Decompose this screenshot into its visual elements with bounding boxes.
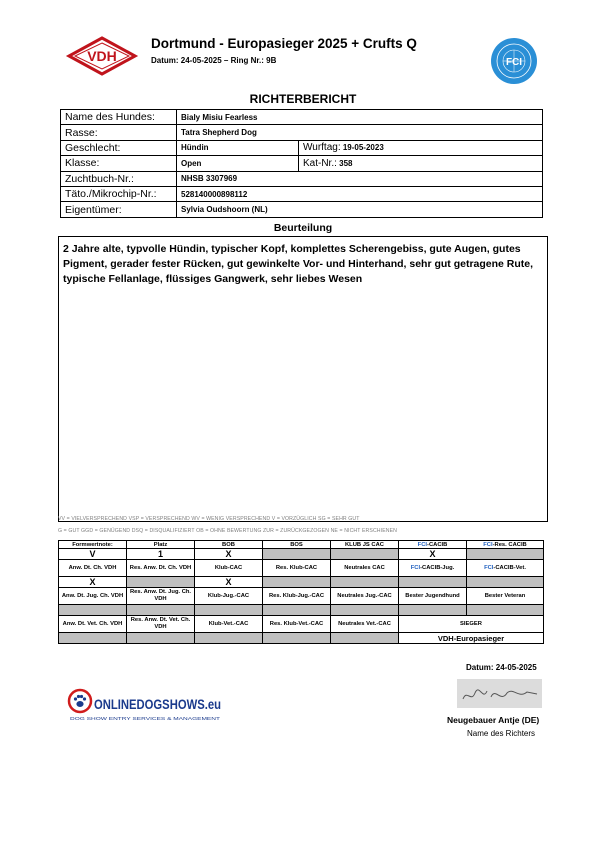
class-value: Open [177,156,299,171]
catno-value: 358 [339,158,353,168]
res-anw-dt-vet-ch-label: Res. Anw. Dt. Vet. Ch. VDH [127,616,195,633]
info-row-breed [61,125,543,140]
studbook-label: Zuchtbuch-Nr.: [61,171,177,186]
birth-label: Wurftag: [303,142,341,154]
results-header-row [59,541,544,549]
res-klub-vet-cac-label: Res. Klub-Vet.-CAC [263,616,331,633]
breed-value: Tatra Shepherd Dog [177,125,543,140]
klub-cac-mark: X [195,577,263,588]
klub-cac-label: Klub-CAC [195,560,263,577]
cacib-jug-prefix: FCI [410,564,421,571]
sex-label: Geschlecht: [61,140,177,155]
bester-jugendhund-label: Bester Jugendhund [399,588,467,605]
res-anw-dt-vet-ch-mark [127,633,195,644]
assessment-title: Beurteilung [273,222,333,234]
info-row-studbook [61,171,543,186]
bob-mark: X [195,549,263,560]
vdh-logo-text: VDH [87,48,117,64]
results-label-row-4 [59,616,544,633]
rescacib-header-label: -Res. CACIB [492,541,527,548]
show-date-ring: Datum: 24-05-2025 – Ring Nr.: 9B [151,56,277,65]
judge-role-label: Name des Richters [467,729,536,738]
cacib-mark: X [399,549,467,560]
klubjs-mark [331,549,399,560]
neutrales-vet-cac-mark [331,633,399,644]
neutrales-vet-cac-label: Neutrales Vet.-CAC [331,616,399,633]
info-row-sex [61,140,543,155]
info-row-owner [61,202,543,217]
results-label-row-2 [59,560,544,577]
cacib-header-prefix: FCI [417,541,428,548]
class-label: Klasse: [61,156,177,171]
klubjs-header: KLUB JS CAC [331,541,399,549]
results-label-row-3 [59,588,544,605]
anw-dt-jug-ch-label: Anw. Dt. Jug. Ch. VDH [59,588,127,605]
klub-jug-cac-label: Klub-Jug.-CAC [195,588,263,605]
results-table [58,540,544,644]
klub-vet-cac-mark [195,633,263,644]
ods-tagline: DOG SHOW ENTRY SERVICES & MANAGEMENT [70,716,221,721]
anw-dt-vet-ch-label: Anw. Dt. Vet. Ch. VDH [59,616,127,633]
fci-logo-text: FCI [505,57,523,68]
neutrales-jug-cac-label: Neutrales Jug.-CAC [331,588,399,605]
chip-label: Täto./Mikrochip-Nr.: [61,186,177,201]
onlinedogshows-logo [68,688,224,728]
fci-logo [490,37,538,85]
results-marks-row-4 [59,633,544,644]
assessment-text: 2 Jahre alte, typvolle Hündin, typischer Kopf, komplettes Scherengebiss, gute Augen, gutes Pigment, gerader fester Rücken, gut gewinkelte Vor- und Hinterhand, sehr gut getragene Rute, typische Fellanlage, flüssiges Gangwerk, sehr liebes Wesen [58,236,548,522]
neutrales-cac-mark [331,577,399,588]
ods-logo-text: ONLINEDOGSHOWS.eu [94,696,221,712]
show-title: Dortmund - Europasieger 2025 + Crufts Q [151,36,417,51]
cacib-header-label: -CACIB [427,541,448,548]
res-klub-cac-mark [263,577,331,588]
res-anw-dt-ch-mark [127,577,195,588]
info-row-chip [61,186,543,201]
rescacib-header [467,541,544,549]
cacib-jug-mark [399,577,467,588]
bos-mark [263,549,331,560]
judge-signature [457,679,542,708]
owner-label: Eigentümer: [61,202,177,217]
sieger-value: VDH-Europasieger [399,633,544,644]
birth-cell [299,140,543,155]
breed-label: Rasse: [61,125,177,140]
sex-value: Hündin [177,140,299,155]
judge-name: Neugebauer Antje (DE) [447,715,540,725]
catno-label: Kat-Nr.: [303,157,337,169]
cacib-vet-prefix: FCI [484,564,494,571]
bester-jugendhund-mark [399,605,467,616]
platz-value: 1 [127,549,195,560]
dog-info-table [60,109,543,218]
cacib-vet-mark [467,577,544,588]
name-value: Bialy Misiu Fearless [177,110,543,125]
catno-cell [299,156,543,171]
results-marks-row-1 [59,549,544,560]
res-anw-dt-jug-ch-mark [127,605,195,616]
res-anw-dt-ch-label: Res. Anw. Dt. Ch. VDH [127,560,195,577]
sieger-label: SIEGER [399,616,544,633]
report-date: Datum: 24-05-2025 [466,663,537,672]
document-title: RICHTERBERICHT [249,92,357,106]
anw-dt-ch-mark: X [59,577,127,588]
cacib-vet-text: -CACIB-Vet. [493,564,526,571]
bos-header: BOS [263,541,331,549]
res-anw-dt-jug-ch-label: Res. Anw. Dt. Jug. Ch. VDH [127,588,195,605]
studbook-value: NHSB 3307969 [177,171,543,186]
cacib-vet-label [467,560,544,577]
results-marks-row-2 [59,577,544,588]
legend-line-1: VV = VIELVERSPRECHEND VSP = VERSPRECHEND WV = WENIG VERSPRECHEND V = VORZÜGLICH SG = SEHR GUT [58,516,360,522]
vdh-logo [67,36,137,76]
results-marks-row-3 [59,605,544,616]
birth-value: 19-05-2023 [342,143,384,153]
res-klub-vet-cac-mark [263,633,331,644]
cacib-jug-text: -CACIB-Jug. [420,564,455,571]
klub-vet-cac-label: Klub-Vet.-CAC [195,616,263,633]
legend-line-2: G = GUT GGD = GENÜGEND DSQ = DISQUALIFIZIERT OB = OHNE BEWERTUNG ZUR = ZURÜCKGEZOGEN NE = NICHT ERSCHIENEN [58,528,398,534]
cacib-jug-label [399,560,467,577]
anw-dt-vet-ch-mark [59,633,127,644]
platz-header: Platz [127,541,195,549]
name-label: Name des Hundes: [61,110,177,125]
chip-value: 528140000898112 [177,186,543,201]
bester-veteran-mark [467,605,544,616]
anw-dt-ch-label: Anw. Dt. Ch. VDH [59,560,127,577]
neutrales-cac-label: Neutrales CAC [331,560,399,577]
res-klub-jug-cac-mark [263,605,331,616]
bester-veteran-label: Bester Veteran [467,588,544,605]
rescacib-header-prefix: FCI [483,541,493,548]
owner-value: Sylvia Oudshoorn (NL) [177,202,543,217]
res-klub-jug-cac-label: Res. Klub-Jug.-CAC [263,588,331,605]
res-klub-cac-label: Res. Klub-CAC [263,560,331,577]
neutrales-jug-cac-mark [331,605,399,616]
bob-header: BOB [195,541,263,549]
klub-jug-cac-mark [195,605,263,616]
formwert-value: V [59,549,127,560]
cacib-header [399,541,467,549]
formwert-header: Formwertnote: [59,541,127,549]
info-row-name [61,110,543,125]
info-row-class [61,156,543,171]
anw-dt-jug-ch-mark [59,605,127,616]
rescacib-mark [467,549,544,560]
